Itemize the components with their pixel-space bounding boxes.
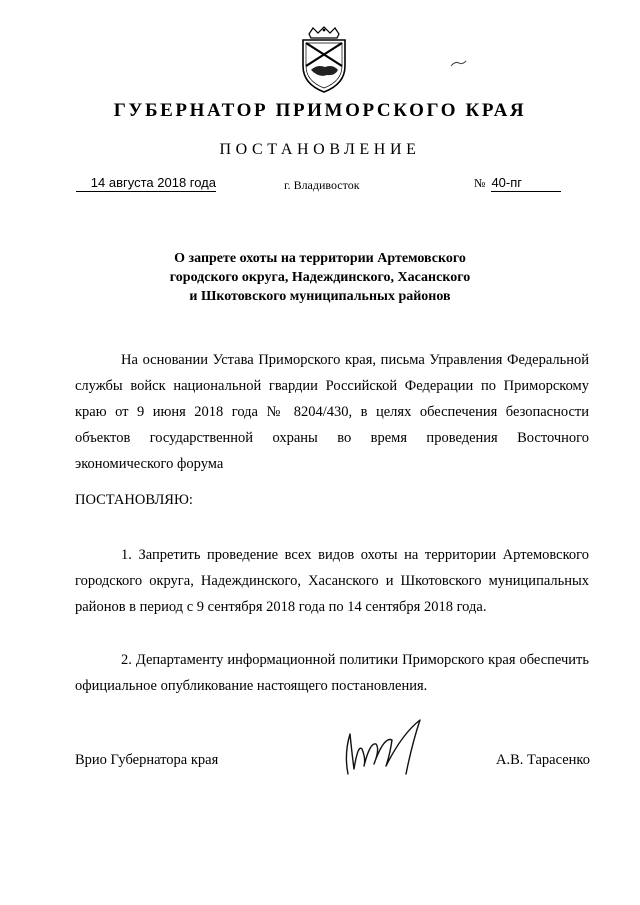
signatory-position: Врио Губернатора края: [75, 752, 219, 768]
subject-line: городского округа, Надеждинского, Хасанского: [169, 270, 471, 285]
document-number: [474, 175, 570, 192]
preamble-paragraph: На основании Устава Приморского края, письма Управления Федеральной службы войск национальной гвардии Российской Федерации по Приморскому краю от 9 июня 2018 года № 8204/430, в целях обеспечения безопасности объектов государственной охраны во время проведения Восточного экономического форума: [75, 352, 589, 472]
document-date: 14 августа 2018 года: [76, 175, 216, 192]
clause-1: 1. Запретить проведение всех видов охоты на территории Артемовского городского округа, Надеждинского, Хасанского и Шкотовского муниципальных районов в период с 9 сентября 2018 года по 14 сентября 2018 года.: [75, 547, 589, 615]
document-type: ПОСТАНОВЛЕНИЕ: [219, 141, 421, 158]
subject-line: О запрете охоты на территории Артемовского: [174, 251, 466, 266]
number-value: 40-пг: [491, 175, 561, 192]
coat-of-arms-icon: [297, 26, 351, 94]
signatory-name: А.В. Тарасенко: [495, 752, 590, 768]
governor-title: ГУБЕРНАТОР ПРИМОРСКОГО КРАЯ: [113, 100, 527, 121]
document-city: г. Владивосток: [284, 178, 360, 192]
subject-line: и Шкотовского муниципальных районов: [189, 289, 451, 304]
number-sign: №: [474, 176, 486, 190]
decree-heading: ПОСТАНОВЛЯЮ:: [75, 492, 193, 508]
clause-2: 2. Департаменту информационной политики Приморского края обеспечить официальное опубликование настоящего постановления.: [75, 652, 589, 694]
document-subject: [150, 249, 490, 306]
pen-mark-icon: [450, 58, 468, 68]
handwritten-signature: [340, 714, 436, 780]
